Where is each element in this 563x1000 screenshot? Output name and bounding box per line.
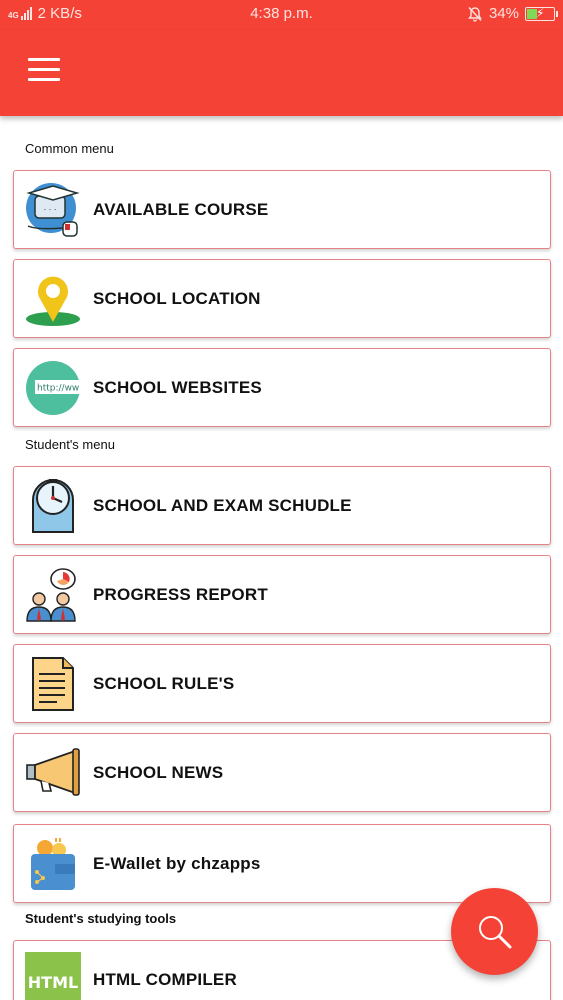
menu-item-label: SCHOOL RULE'S xyxy=(93,673,235,693)
menu-item-school-news[interactable] xyxy=(13,733,551,812)
menu-item-label: AVAILABLE COURSE xyxy=(93,199,269,219)
status-right xyxy=(467,5,555,22)
search-fab[interactable] xyxy=(451,888,538,975)
svg-text:. . .: . . . xyxy=(43,202,57,212)
graduation-computer-icon xyxy=(25,182,81,238)
menu-item-label: E-Wallet by chzapps xyxy=(93,853,261,873)
clock: 4:38 p.m. xyxy=(250,5,313,22)
megaphone-icon xyxy=(25,745,81,801)
document-icon xyxy=(25,656,81,712)
web-address-text: http://ww xyxy=(37,383,80,393)
status-bar xyxy=(0,0,563,30)
menu-item-label: HTML COMPILER xyxy=(93,969,237,989)
section-header-common: Common menu xyxy=(25,141,114,156)
section-header-tools: Student's studying tools xyxy=(25,911,177,926)
menu-item-school-location[interactable] xyxy=(13,259,551,338)
battery-percent: 34% xyxy=(488,5,519,22)
menu-item-available-course[interactable] xyxy=(13,170,551,249)
battery-icon: ⚡ xyxy=(525,7,555,21)
alarm-off-icon xyxy=(467,6,483,22)
menu-item-school-rules[interactable] xyxy=(13,644,551,723)
menu-item-schedule[interactable] xyxy=(13,466,551,545)
menu-item-label: PROGRESS REPORT xyxy=(93,584,268,604)
network-type: 4G xyxy=(8,10,19,20)
menu-item-progress-report[interactable] xyxy=(13,555,551,634)
search-icon xyxy=(475,912,515,952)
menu-item-e-wallet[interactable] xyxy=(13,824,551,903)
menu-item-label: SCHOOL AND EXAM SCHUDLE xyxy=(93,495,352,515)
stopwatch-icon xyxy=(25,478,81,534)
network-speed: 2 KB/s xyxy=(37,5,82,22)
html-icon xyxy=(25,952,81,1000)
menu-item-label: SCHOOL LOCATION xyxy=(93,288,261,308)
map-pin-icon xyxy=(25,271,81,327)
section-header-students: Student's menu xyxy=(25,437,115,452)
menu-item-label: SCHOOL NEWS xyxy=(93,762,224,782)
menu-item-label: SCHOOL WEBSITES xyxy=(93,377,262,397)
html-icon-text: HTML xyxy=(27,972,79,992)
web-address-icon xyxy=(25,360,81,416)
menu-item-school-websites[interactable] xyxy=(13,348,551,427)
hamburger-menu-icon[interactable] xyxy=(28,58,60,84)
wallet-icon xyxy=(25,836,81,892)
app-bar xyxy=(0,30,563,116)
people-chart-icon xyxy=(25,567,81,623)
